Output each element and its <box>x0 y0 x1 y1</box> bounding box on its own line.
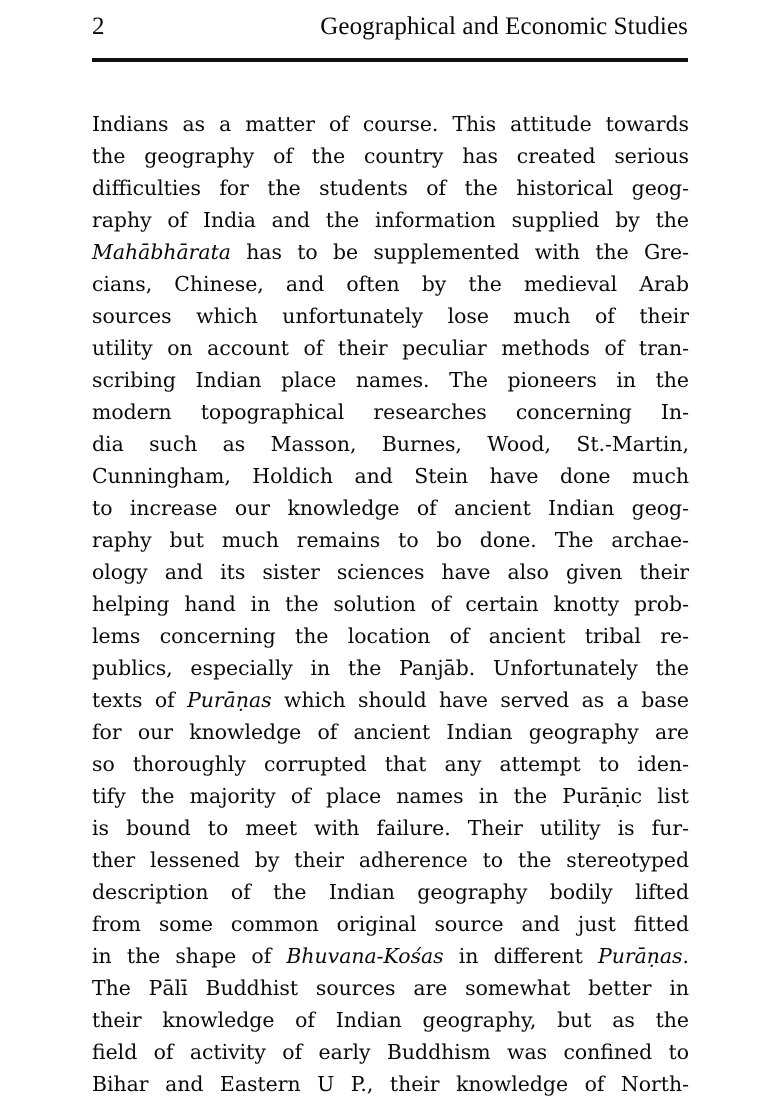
text-line: ther lessened by their adherence to the stereotyped <box>92 848 689 872</box>
text-line: scribing Indian place names. The pioneers in the <box>92 368 689 392</box>
text-line: raphy of India and the information supplied by the <box>92 208 689 232</box>
text-line: for our knowledge of ancient Indian geography are <box>92 720 689 744</box>
text-line: in the shape of Bhuvana-Kośas in different Purāṇas. <box>92 944 690 968</box>
text-line: raphy but much remains to bo done. The archae- <box>92 528 689 552</box>
text-line: to increase our knowledge of ancient Indian geog- <box>92 496 689 520</box>
text-line: their knowledge of Indian geography, but as the <box>92 1008 689 1032</box>
text-line: the geography of the country has created serious <box>92 144 689 168</box>
text-line: tify the majority of place names in the Purāṇic list <box>92 784 689 808</box>
text-line: sources which unfortunately lose much of their <box>92 304 689 328</box>
text-line: publics, especially in the Panjāb. Unfortunately the <box>92 656 689 680</box>
header-rule <box>92 58 688 62</box>
text-line: utility on account of their peculiar methods of tran- <box>92 336 689 360</box>
text-line: Bihar and Eastern U P., their knowledge of North- <box>92 1072 689 1096</box>
text-line: field of activity of early Buddhism was confined to <box>92 1040 689 1064</box>
text-line: from some common original source and just fitted <box>92 912 689 936</box>
text-line: is bound to meet with failure. Their utility is fur- <box>92 816 689 840</box>
text-line: Cunningham, Holdich and Stein have done much <box>92 464 689 488</box>
text-line: Indians as a matter of course. This attitude towards <box>92 112 689 136</box>
text-line: The Pālī Buddhist sources are somewhat better in <box>92 976 689 1000</box>
text-line: ology and its sister sciences have also given their <box>92 560 689 584</box>
text-line: helping hand in the solution of certain knotty prob- <box>92 592 689 616</box>
text-line: so thoroughly corrupted that any attempt to iden- <box>92 752 689 776</box>
text-line: dia such as Masson, Burnes, Wood, St.-Martin, <box>92 432 689 456</box>
text-line: lems concerning the location of ancient tribal re- <box>92 624 689 648</box>
text-line: description of the Indian geography bodily lifted <box>92 880 689 904</box>
body-text <box>92 108 689 1100</box>
running-title: Geographical and Economic Studies <box>320 13 688 40</box>
running-head <box>92 14 688 48</box>
text-line: cians, Chinese, and often by the medieval Arab <box>92 272 689 296</box>
text-line: Mahābhārata has to be supplemented with the Gre- <box>92 240 689 264</box>
text-line: texts of Purāṇas which should have served as a base <box>92 688 689 712</box>
text-line: difficulties for the students of the historical geog- <box>92 176 689 200</box>
page-number: 2 <box>92 13 105 40</box>
text-line: modern topographical researches concerning In- <box>92 400 689 424</box>
